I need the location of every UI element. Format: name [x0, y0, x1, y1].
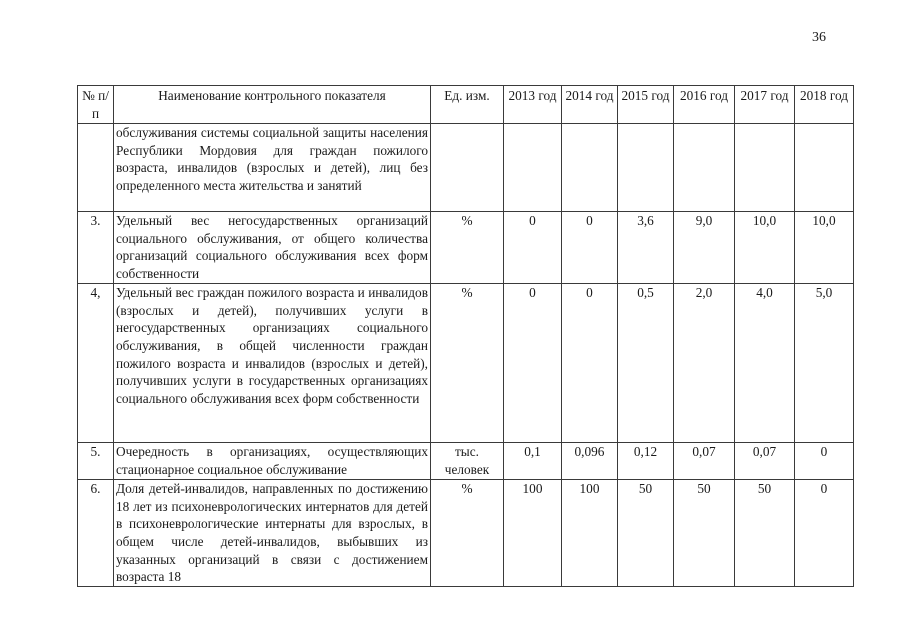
table-row — [78, 479, 854, 586]
row-value-2018: 0 — [795, 442, 854, 479]
row-value-2013 — [504, 124, 562, 212]
header-2018: 2018 год — [795, 86, 854, 124]
header-name: Наименование контрольного показателя — [114, 86, 431, 124]
row-value-2015: 50 — [618, 479, 674, 586]
row-value-2016: 50 — [674, 479, 735, 586]
row-num: 4, — [78, 283, 114, 442]
row-value-2017: 50 — [735, 479, 795, 586]
row-name: Очередность в организациях, осуществляющих стационарное социальное обслуживание — [114, 442, 431, 479]
table-row — [78, 283, 854, 442]
row-num: 5. — [78, 442, 114, 479]
row-unit — [431, 124, 504, 212]
row-value-2017 — [735, 124, 795, 212]
row-value-2016 — [674, 124, 735, 212]
row-num — [78, 124, 114, 212]
row-name: обслуживания системы социальной защиты населения Республики Мордовия для граждан пожилого возраста, инвалидов (взрослых и детей), лиц без определенного места жительства и занятий — [114, 124, 431, 212]
row-unit: % — [431, 479, 504, 586]
row-value-2013: 0,1 — [504, 442, 562, 479]
row-num: 6. — [78, 479, 114, 586]
header-2014: 2014 год — [562, 86, 618, 124]
row-value-2017: 0,07 — [735, 442, 795, 479]
table-row — [78, 124, 854, 212]
row-value-2015: 0,5 — [618, 283, 674, 442]
header-num: № п/п — [78, 86, 114, 124]
row-value-2014: 0 — [562, 212, 618, 284]
table-row — [78, 212, 854, 284]
row-value-2017: 10,0 — [735, 212, 795, 284]
row-unit: тыс. человек — [431, 442, 504, 479]
row-value-2014: 0 — [562, 283, 618, 442]
row-value-2013: 100 — [504, 479, 562, 586]
row-value-2014: 0,096 — [562, 442, 618, 479]
row-name: Удельный вес негосударственных организаций социального обслуживания, от общего количества организаций социального обслуживания всех форм собственности — [114, 212, 431, 284]
header-unit: Ед. изм. — [431, 86, 504, 124]
page-number: 36 — [812, 30, 826, 45]
row-name: Удельный вес граждан пожилого возраста и инвалидов (взрослых и детей), получивших услуги в негосударственных организациях социального обслуживания, в общей численности граждан пожилого возраста и инвалидов (взрослых и детей), получивших услуги в государственных организациях социального обслуживания всех форм собственности — [114, 283, 431, 442]
row-value-2015: 3,6 — [618, 212, 674, 284]
row-value-2014: 100 — [562, 479, 618, 586]
header-2013: 2013 год — [504, 86, 562, 124]
row-name: Доля детей-инвалидов, направленных по достижению 18 лет из психоневрологических интернатов для детей в психоневрологические интернаты для взрослых, в общем числе детей-инвалидов, выбывших из указанных организаций в связи с достижением возраста 18 — [114, 479, 431, 586]
row-value-2016: 9,0 — [674, 212, 735, 284]
row-value-2015: 0,12 — [618, 442, 674, 479]
header-2016: 2016 год — [674, 86, 735, 124]
row-value-2016: 0,07 — [674, 442, 735, 479]
row-value-2015 — [618, 124, 674, 212]
row-unit: % — [431, 283, 504, 442]
header-2017: 2017 год — [735, 86, 795, 124]
row-value-2017: 4,0 — [735, 283, 795, 442]
row-value-2013: 0 — [504, 283, 562, 442]
row-value-2014 — [562, 124, 618, 212]
table-header-row — [78, 86, 854, 124]
row-num: 3. — [78, 212, 114, 284]
row-value-2018: 0 — [795, 479, 854, 586]
table-row — [78, 442, 854, 479]
row-value-2013: 0 — [504, 212, 562, 284]
indicators-table — [77, 85, 854, 587]
header-2015: 2015 год — [618, 86, 674, 124]
row-value-2018 — [795, 124, 854, 212]
row-value-2016: 2,0 — [674, 283, 735, 442]
row-unit: % — [431, 212, 504, 284]
row-value-2018: 10,0 — [795, 212, 854, 284]
row-value-2018: 5,0 — [795, 283, 854, 442]
